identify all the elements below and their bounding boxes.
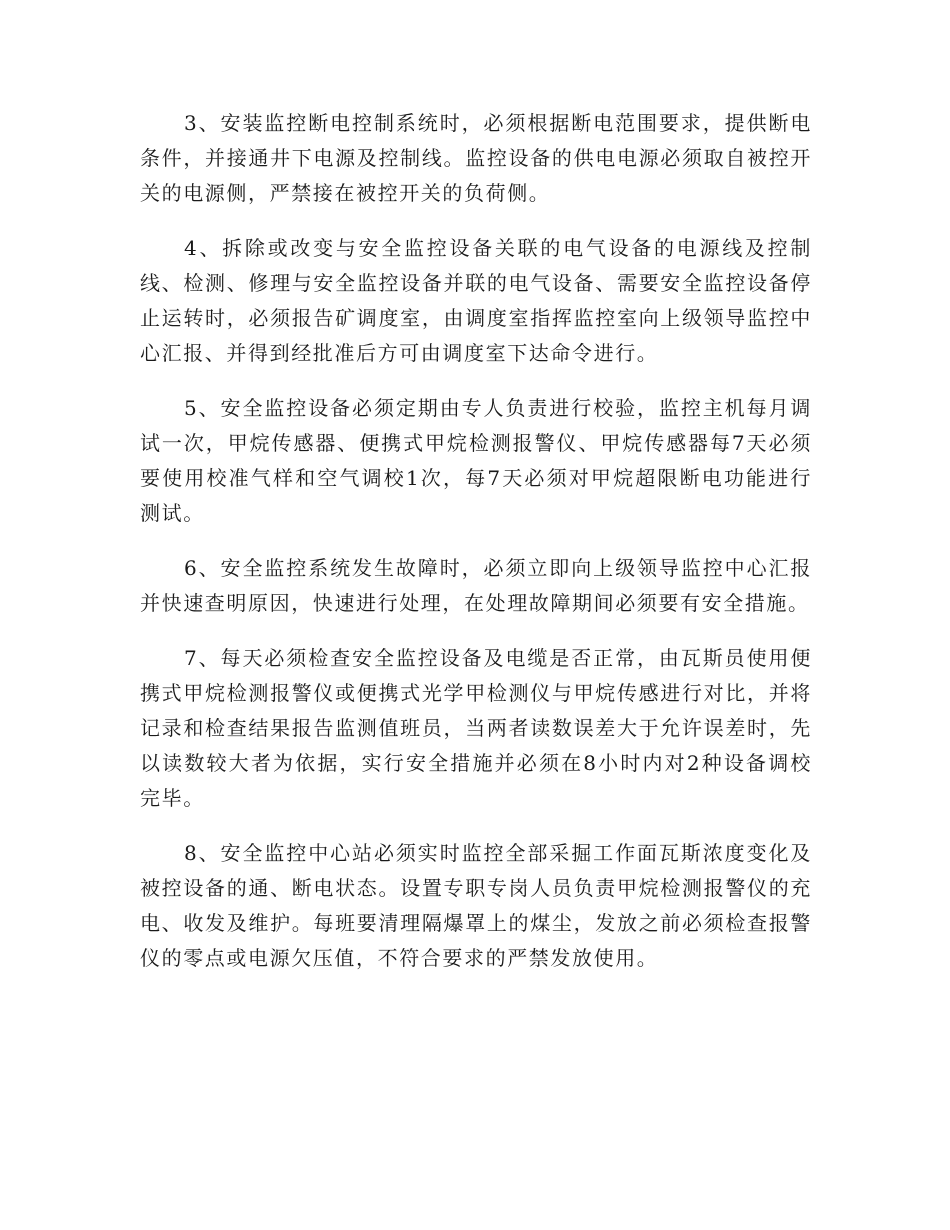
paragraph-item-6: 6、安全监控系统发生故障时，必须立即向上级领导监控中心汇报并快速查明原因，快速进行处理，在处理故障期间必须要有安全措施。 xyxy=(140,556,812,615)
paragraph-item-8: 8、安全监控中心站必须实时监控全部采掘工作面瓦斯浓度变化及被控设备的通、断电状态。设置专职专岗人员负责甲烷检测报警仪的充电、收发及维护。每班要清理隔爆罩上的煤尘，发放之前必须检查报警仪的零点或电源欠压值，不符合要求的严禁发放使用。 xyxy=(140,841,812,970)
paragraph-item-3: 3、安装监控断电控制系统时，必须根据断电范围要求，提供断电条件，并接通井下电源及控制线。监控设备的供电电源必须取自被控开关的电源侧，严禁接在被控开关的负荷侧。 xyxy=(140,111,812,205)
document-page xyxy=(140,106,812,996)
paragraph-item-5: 5、安全监控设备必须定期由专人负责进行校验，监控主机每月调试一次，甲烷传感器、便携式甲烷检测报警仪、甲烷传感器每7天必须要使用校准气样和空气调校1次，每7天必须对甲烷超限断电功能进行测试。 xyxy=(140,396,812,525)
paragraph-item-4: 4、拆除或改变与安全监控设备关联的电气设备的电源线及控制线、检测、修理与安全监控设备并联的电气设备、需要安全监控设备停止运转时，必须报告矿调度室，由调度室指挥监控室向上级领导监控中心汇报、并得到经批准后方可由调度室下达命令进行。 xyxy=(140,236,812,365)
paragraph-item-7: 7、每天必须检查安全监控设备及电缆是否正常，由瓦斯员使用便携式甲烷检测报警仪或便携式光学甲检测仪与甲烷传感进行对比，并将记录和检查结果报告监测值班员，当两者读数误差大于允许误差时，先以读数较大者为依据，实行安全措施并必须在8小时内对2种设备调校完毕。 xyxy=(140,646,812,810)
